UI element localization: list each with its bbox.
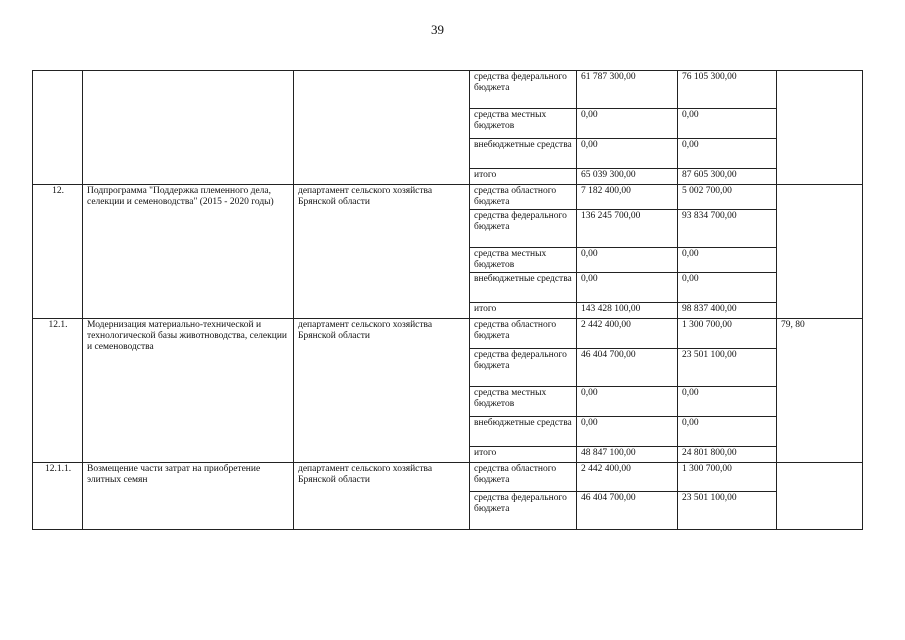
amount-cell: 46 404 700,00 bbox=[577, 349, 678, 387]
funding-source-cell: внебюджетные средства bbox=[470, 273, 577, 303]
funding-source-cell: внебюджетные средства bbox=[470, 139, 577, 169]
amount-cell: 23 501 100,00 bbox=[678, 492, 777, 530]
funding-source-cell: средства областного бюджета bbox=[470, 319, 577, 349]
funding-source-cell: итого bbox=[470, 169, 577, 185]
amount-cell: 0,00 bbox=[577, 139, 678, 169]
amount-cell: 2 442 400,00 bbox=[577, 319, 678, 349]
item-number-cell bbox=[33, 71, 83, 185]
funding-source-cell: средства областного бюджета bbox=[470, 463, 577, 492]
amount-cell: 7 182 400,00 bbox=[577, 185, 678, 210]
funding-source-cell: средства федерального бюджета bbox=[470, 71, 577, 109]
funding-source-cell: средства областного бюджета bbox=[470, 185, 577, 210]
funding-source-cell: средства местных бюджетов bbox=[470, 387, 577, 417]
amount-cell: 0,00 bbox=[577, 417, 678, 447]
item-name-cell bbox=[83, 71, 294, 185]
amount-cell: 1 300 700,00 bbox=[678, 319, 777, 349]
department-cell: департамент сельского хозяйства Брянской области bbox=[294, 463, 470, 530]
table-row bbox=[33, 319, 863, 349]
amount-cell: 46 404 700,00 bbox=[577, 492, 678, 530]
department-cell bbox=[294, 71, 470, 185]
item-number-cell: 12.1.1. bbox=[33, 463, 83, 530]
amount-cell: 0,00 bbox=[678, 387, 777, 417]
page-number: 39 bbox=[431, 22, 444, 37]
funding-source-cell: средства федерального бюджета bbox=[470, 492, 577, 530]
amount-cell: 5 002 700,00 bbox=[678, 185, 777, 210]
amount-cell: 1 300 700,00 bbox=[678, 463, 777, 492]
amount-cell: 98 837 400,00 bbox=[678, 303, 777, 319]
indicator-ref-cell bbox=[777, 71, 863, 185]
amount-cell: 23 501 100,00 bbox=[678, 349, 777, 387]
amount-cell: 143 428 100,00 bbox=[577, 303, 678, 319]
funding-source-cell: итого bbox=[470, 303, 577, 319]
indicator-ref-cell bbox=[777, 185, 863, 319]
item-number-cell: 12. bbox=[33, 185, 83, 319]
amount-cell: 48 847 100,00 bbox=[577, 447, 678, 463]
table-row bbox=[33, 463, 863, 492]
funding-source-cell: итого bbox=[470, 447, 577, 463]
department-cell: департамент сельского хозяйства Брянской области bbox=[294, 319, 470, 463]
amount-cell: 0,00 bbox=[678, 248, 777, 273]
department-cell: департамент сельского хозяйства Брянской области bbox=[294, 185, 470, 319]
funding-source-cell: внебюджетные средства bbox=[470, 417, 577, 447]
amount-cell: 0,00 bbox=[678, 417, 777, 447]
funding-source-cell: средства местных бюджетов bbox=[470, 109, 577, 139]
item-name-cell: Подпрограмма "Поддержка племенного дела, селекции и семеноводства" (2015 - 2020 годы) bbox=[83, 185, 294, 319]
funding-source-cell: средства местных бюджетов bbox=[470, 248, 577, 273]
budget-table-body bbox=[33, 71, 863, 530]
funding-source-cell: средства федерального бюджета bbox=[470, 349, 577, 387]
item-number-cell: 12.1. bbox=[33, 319, 83, 463]
indicator-ref-cell bbox=[777, 463, 863, 530]
table-row bbox=[33, 185, 863, 210]
item-name-cell: Возмещение части затрат на приобретение элитных семян bbox=[83, 463, 294, 530]
amount-cell: 0,00 bbox=[678, 139, 777, 169]
amount-cell: 0,00 bbox=[577, 273, 678, 303]
amount-cell: 0,00 bbox=[577, 387, 678, 417]
amount-cell: 65 039 300,00 bbox=[577, 169, 678, 185]
amount-cell: 0,00 bbox=[577, 248, 678, 273]
amount-cell: 61 787 300,00 bbox=[577, 71, 678, 109]
amount-cell: 87 605 300,00 bbox=[678, 169, 777, 185]
amount-cell: 0,00 bbox=[678, 273, 777, 303]
amount-cell: 2 442 400,00 bbox=[577, 463, 678, 492]
table-row bbox=[33, 71, 863, 109]
amount-cell: 93 834 700,00 bbox=[678, 210, 777, 248]
amount-cell: 136 245 700,00 bbox=[577, 210, 678, 248]
budget-table bbox=[32, 70, 863, 530]
amount-cell: 24 801 800,00 bbox=[678, 447, 777, 463]
indicator-ref-cell: 79, 80 bbox=[777, 319, 863, 463]
amount-cell: 0,00 bbox=[678, 109, 777, 139]
amount-cell: 0,00 bbox=[577, 109, 678, 139]
funding-source-cell: средства федерального бюджета bbox=[470, 210, 577, 248]
item-name-cell: Модернизация материально-технической и технологической базы животноводства, селекции и семеноводства bbox=[83, 319, 294, 463]
amount-cell: 76 105 300,00 bbox=[678, 71, 777, 109]
